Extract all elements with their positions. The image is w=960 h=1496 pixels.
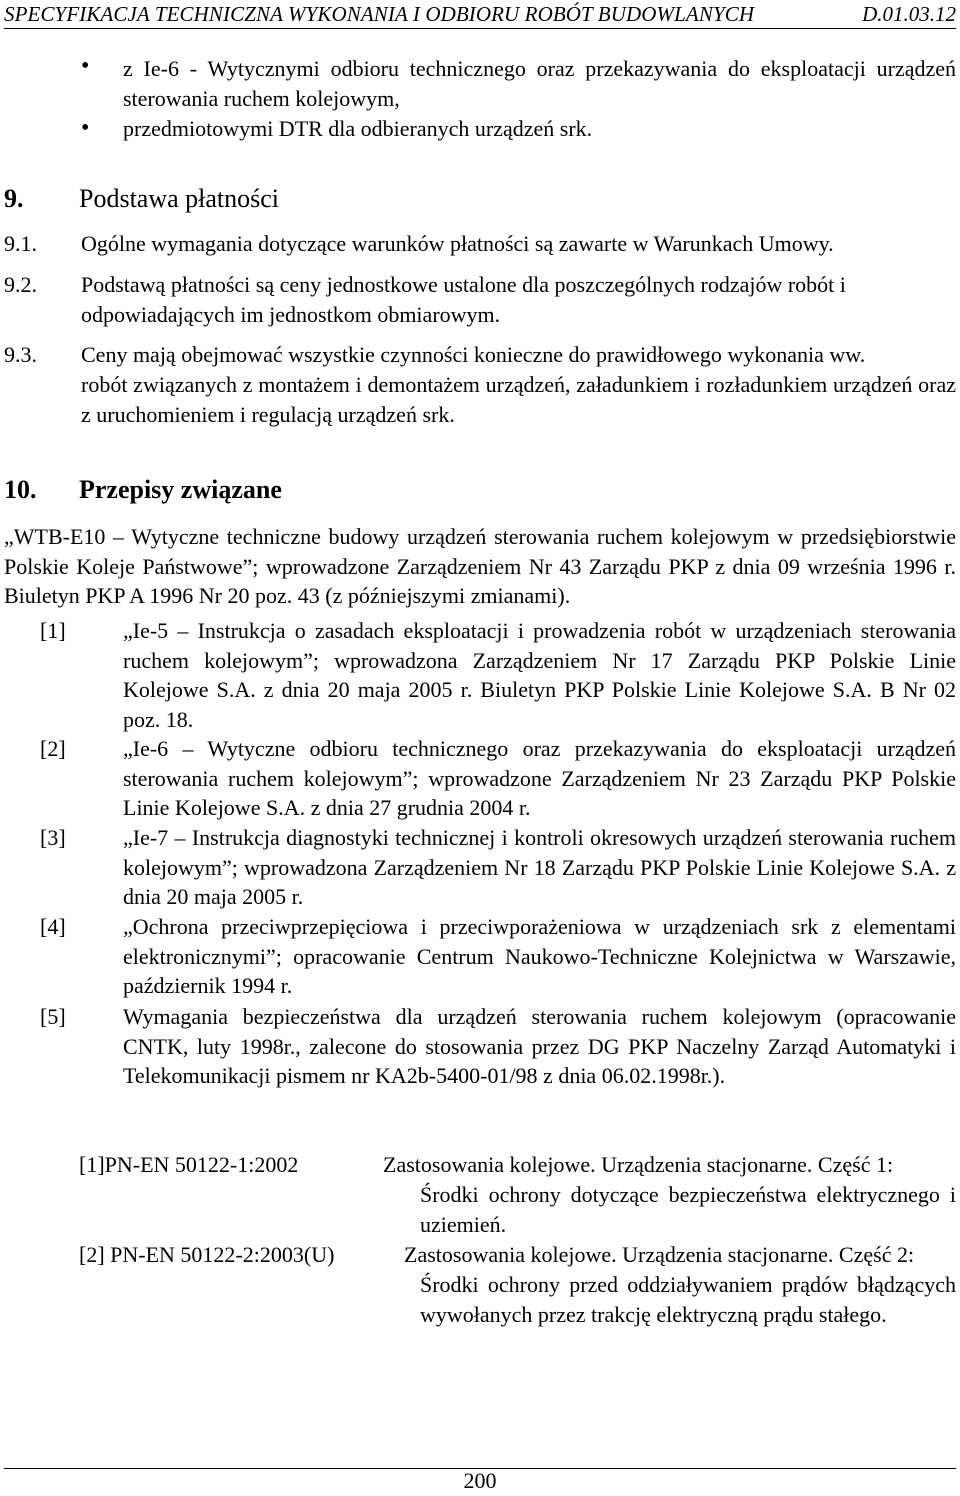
ref-text: „Ie-7 – Instrukcja diagnostyki technicznej i kontroli okresowych urządzeń sterowania ruchem kolejowym”; wprowadzona Zarządzeniem Nr 18 Zarządu PKP Polskie Linie Kolejowe S.A. z dnia 20 maja 2005 r. (123, 825, 956, 909)
item-number: 9.1. (4, 231, 37, 256)
ref-label: [1] (40, 618, 66, 643)
standard-desc: Środki ochrony dotyczące bezpieczeństwa elektrycznego i uziemień. (420, 1182, 956, 1237)
standard-id: [1]PN-EN 50122-1:2002 (79, 1152, 299, 1177)
ref-label: [2] (40, 736, 66, 761)
item-text-cont: robót związanych z montażem i demontażem urządzeń, załadunkiem i rozładunkiem urządzeń oraz z uruchomieniem i regulacją urządzeń srk. (81, 372, 956, 427)
standard-title: Zastosowania kolejowe. Urządzenia stacjonarne. Część 1: (383, 1152, 894, 1177)
item-text: Podstawą płatności są ceny jednostkowe ustalone dla poszczególnych rodzajów robót i (81, 272, 846, 297)
ref-text: „Ochrona przeciwprzepięciowa i przeciwporażeniowa w urządzeniach srk z elementami elektronicznymi”; opracowanie Centrum Naukowo-Techniczne Kolejnictwa w Warszawie, październik 1994 r. (123, 914, 956, 998)
bullet-item: przedmiotowymi DTR dla odbieranych urządzeń srk. (123, 116, 593, 141)
standard-id: [2] PN-EN 50122-2:2003(U) (79, 1242, 335, 1267)
item-text-cont: odpowiadających im jednostkom obmiarowym. (81, 302, 501, 327)
header-code: D.01.03.12 (862, 2, 956, 26)
standard-desc: Środki ochrony przed oddziaływaniem prądów błądzących wywołanych przez trakcję elektryczną prądu stałego. (420, 1272, 956, 1327)
item-number: 9.2. (4, 272, 37, 297)
section-title: Podstawa płatności (79, 184, 280, 213)
ref-label: [5] (40, 1004, 66, 1029)
bullet-item: z Ie-6 - Wytycznymi odbioru technicznego oraz przekazywania do eksploatacji urządzeń sterowania ruchem kolejowym, (123, 56, 956, 111)
header-title: SPECYFIKACJA TECHNICZNA WYKONANIA I ODBIORU ROBÓT BUDOWLANYCH (4, 2, 755, 26)
ref-label: [3] (40, 825, 66, 850)
ref-text: Wymagania bezpieczeństwa dla urządzeń sterowania ruchem kolejowym (opracowanie CNTK, luty 1998r., zalecone do stosowania przez DG PKP Naczelny Zarząd Automatyki i Telekomunikacji pismem nr KA2b-5400-01/98 z dnia 06.02.1998r.). (123, 1004, 956, 1088)
section-title: Przepisy związane (79, 475, 282, 504)
standard-title: Zastosowania kolejowe. Urządzenia stacjonarne. Część 2: (404, 1242, 915, 1267)
intro-paragraph: „WTB-E10 – Wytyczne techniczne budowy urządzeń sterowania ruchem kolejowym w przedsiębiorstwie Polskie Koleje Państwowe”; wprowadzone Zarządzeniem Nr 43 Zarządu PKP z dnia 09 września 1996 r. Biuletyn PKP A 1996 Nr 20 poz. 43 (z późniejszymi zmianami). (4, 524, 956, 608)
section-number: 10. (4, 475, 37, 504)
item-number: 9.3. (4, 342, 37, 367)
page-header (4, 2, 956, 29)
item-text: Ceny mają obejmować wszystkie czynności konieczne do prawidłowego wykonania ww. (81, 342, 866, 367)
ref-label: [4] (40, 914, 66, 939)
section-number: 9. (4, 184, 24, 213)
bullet-icon: • (81, 115, 90, 141)
ref-text: „Ie-6 – Wytyczne odbioru technicznego oraz przekazywania do eksploatacji urządzeń sterowania ruchem kolejowym”; wprowadzone Zarządzeniem Nr 23 Zarządu PKP Polskie Linie Kolejowe S.A. z dnia 27 grudnia 2004 r. (123, 736, 956, 820)
item-text: Ogólne wymagania dotyczące warunków płatności są zawarte w Warunkach Umowy. (81, 231, 834, 256)
ref-text: „Ie-5 – Instrukcja o zasadach eksploatacji i prowadzenia robót w urządzeniach sterowania ruchem kolejowym”; wprowadzona Zarządzeniem Nr 17 Zarządu PKP Polskie Linie Kolejowe S.A. z dnia 20 maja 2005 r. Biuletyn PKP Polskie Linie Kolejowe S.A. B Nr 02 poz. 18. (123, 618, 956, 732)
bullet-icon: • (81, 53, 90, 79)
page-number: 200 (463, 1468, 497, 1493)
